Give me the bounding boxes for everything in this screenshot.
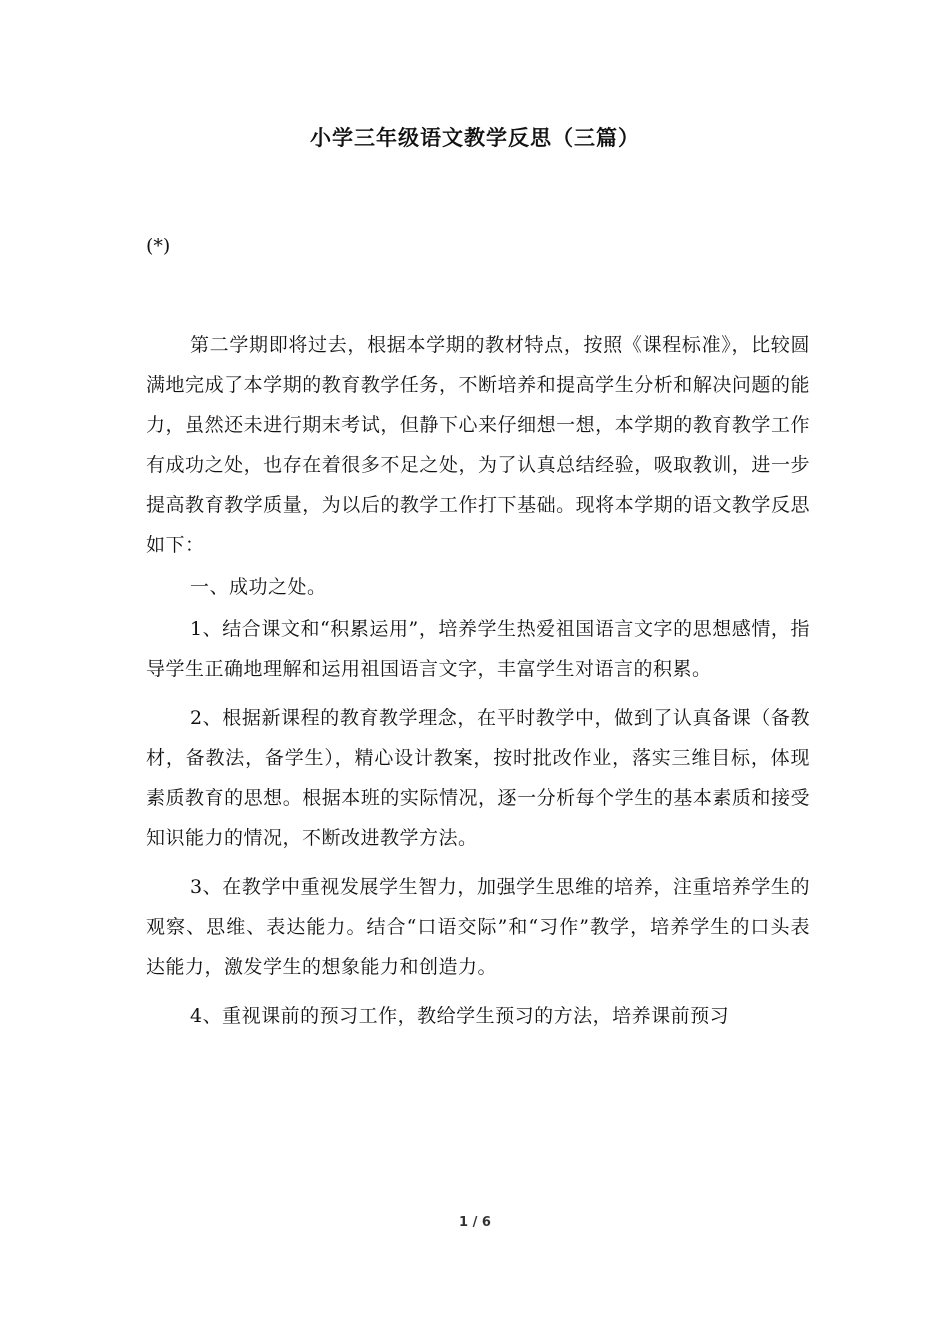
- paragraph-point-1: 1、结合课文和“积累运用”，培养学生热爱祖国语言文字的思想感情，指导学生正确地理解和运用祖国语言文字，丰富学生对语言的积累。: [146, 618, 810, 680]
- document-body: [146, 325, 810, 1045]
- page-indicator: 1 / 6: [459, 1215, 491, 1230]
- paragraph-intro: 第二学期即将过去，根据本学期的教材特点，按照《课程标准》，比较圆满地完成了本学期的教育教学任务，不断培养和提高学生分析和解决问题的能力，虽然还未进行期末考试，但静下心来仔细想一想，本学期的教育教学工作有成功之处，也存在着很多不足之处，为了认真总结经验，吸取教训，进一步提高教育教学质量，为以后的教学工作打下基础。现将本学期的语文教学反思如下：: [146, 334, 810, 556]
- paragraph-point-4: 4、重视课前的预习工作，教给学生预习的方法，培养课前预习: [190, 1005, 730, 1027]
- section-marker: (*): [146, 235, 171, 257]
- paragraph-heading-successes: 一、成功之处。: [190, 576, 327, 598]
- paragraph-point-2: 2、根据新课程的教育教学理念，在平时教学中，做到了认真备课（备教材，备教法，备学生），精心设计教案，按时批改作业，落实三维目标，体现素质教育的思想。根据本班的实际情况，逐一分析每个学生的基本素质和接受知识能力的情况，不断改进教学方法。: [146, 707, 810, 849]
- document-title: 小学三年级语文教学反思（三篇）: [310, 126, 640, 150]
- paragraph-point-3: 3、在教学中重视发展学生智力，加强学生思维的培养，注重培养学生的观察、思维、表达能力。结合“口语交际”和“习作”教学，培养学生的口头表达能力，激发学生的想象能力和创造力。: [146, 876, 810, 978]
